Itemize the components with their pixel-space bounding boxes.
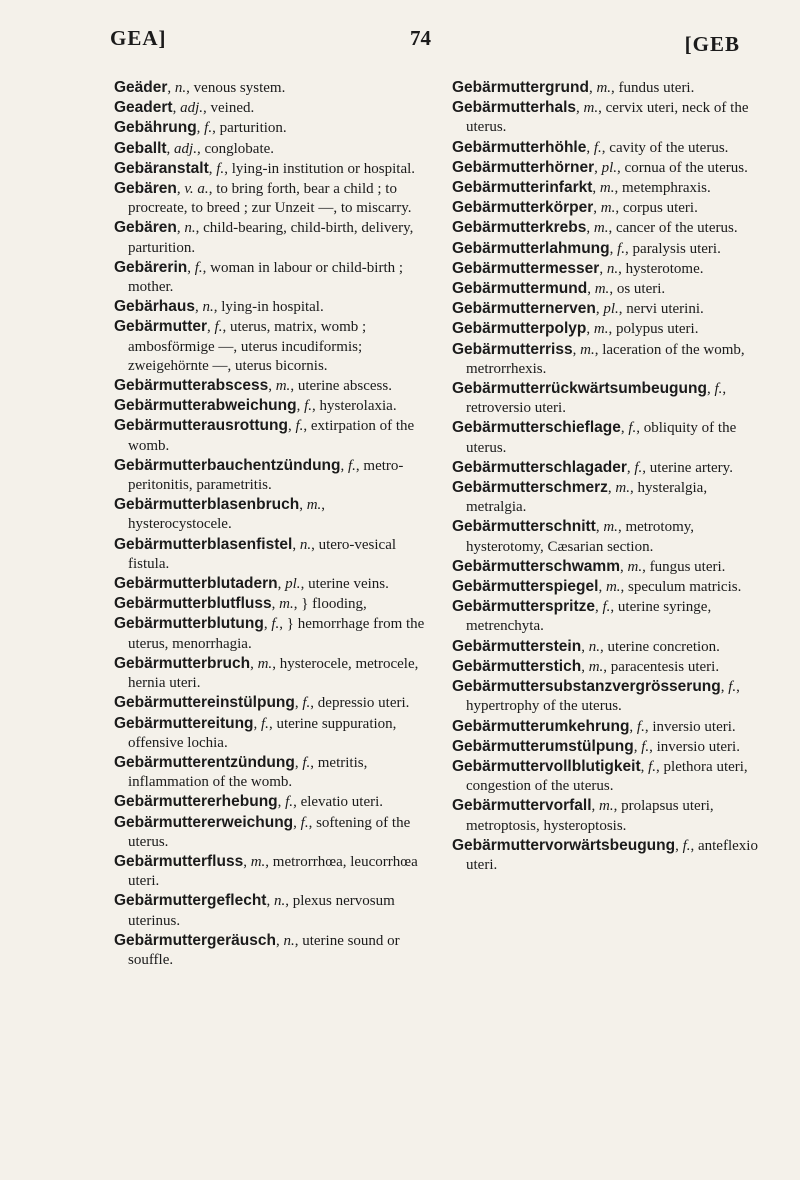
entry-grammar: n. [174, 80, 187, 96]
entry-definition: metro-peritonitis, parametritis. [128, 457, 404, 494]
entry-definition: fundus uteri. [618, 80, 695, 96]
entry-grammar: f. [194, 259, 203, 276]
entry-definition: metemphraxis. [622, 180, 711, 197]
dictionary-entry: Gebärmutterblasenfistel, n., utero-vesical fistula. [114, 535, 397, 572]
dictionary-entry: Gebärmuttervorwärtsbeugung, f., anteflexio uteri. [452, 836, 758, 873]
entry-grammar: m. [603, 519, 618, 536]
dictionary-entry: Gebärmutterkörper, m., corpus uteri. [452, 199, 698, 217]
entry-grammar: m. [615, 480, 631, 497]
entry-grammar: f. [300, 814, 309, 831]
entry-definition: uterine concretion. [607, 638, 720, 655]
entry-definition: plexus nervosum uterinus. [128, 893, 395, 929]
entry-headword: Gebären [114, 219, 177, 237]
entry-grammar: f. [593, 139, 602, 156]
entry-definition: lying-in institution or hospital. [231, 160, 416, 177]
entry-grammar: f. [214, 319, 223, 336]
dictionary-entry: Gebährung, f., parturition. [114, 119, 287, 137]
dictionary-entry: Gebärmutterkrebs, m., cancer of the uterus. [452, 219, 738, 237]
dictionary-entry: Gebärmutterpolyp, m., polypus uteri. [452, 320, 699, 338]
entry-grammar: f. [261, 715, 269, 732]
header-right-guide: [GEB [684, 32, 740, 56]
entry-headword: Gebärmuttermesser [452, 259, 600, 277]
entry-headword: Gebärmutterhöhle [452, 138, 587, 156]
entry-headword: Gebärmutter [114, 318, 208, 336]
dictionary-entry: Gebärmuttergeräusch, n., uterine sound or souffle. [114, 931, 400, 968]
entry-grammar: m. [599, 798, 614, 815]
entry-definition: to bring forth, bear a child ; to procreate, to breed ; zur Unzeit —, to miscarry. [128, 181, 412, 217]
dictionary-entry: Gebärmutterstich, m., paracentesis uteri. [452, 657, 720, 675]
entry-grammar: f. [295, 418, 304, 435]
entry-grammar: pl. [285, 576, 301, 593]
right-column [452, 78, 767, 875]
dictionary-entry: Gebärmutterentzündung, f., metritis, inflammation of the womb. [114, 753, 368, 791]
entry-headword: Gebärmutterfluss [114, 852, 244, 870]
entry-grammar: adj. [180, 100, 204, 117]
entry-definition: parturition. [219, 120, 287, 137]
entry-grammar: m. [588, 658, 604, 675]
entry-headword: Gebärmutterblasenfistel [114, 535, 293, 553]
entry-headword: Gebärmutterausrottung [114, 417, 288, 435]
entry-grammar: m. [594, 281, 610, 298]
entry-grammar: f. [602, 599, 611, 616]
entry-definition: prolapsus uteri, metroptosis, hysteroptosis. [466, 798, 714, 834]
entry-grammar: f. [271, 616, 280, 633]
entry-headword: Gebärmutterabweichung [114, 397, 297, 415]
entry-headword: Gebärmuttervorfall [452, 797, 592, 815]
entry-grammar: n. [273, 893, 286, 910]
entry-headword: Gebärmutterspritze [452, 598, 595, 616]
entry-definition: uterine veins. [308, 576, 389, 593]
entry-headword: Gebäranstalt [114, 159, 209, 177]
entry-grammar: n. [588, 638, 600, 655]
dictionary-entry: Gebärmutterumstülpung, f., inversio uteri. [452, 737, 740, 755]
entry-definition: inversio uteri. [652, 718, 736, 735]
entry-definition: uterine syringe, metrenchyta. [466, 599, 712, 635]
entry-grammar: f. [641, 738, 650, 755]
dictionary-entry: Gebärmutterblutung, f., } hemorrhage from the uterus, menorrhagia. [114, 615, 425, 652]
entry-headword: Gebärmuttereitung [114, 714, 254, 732]
dictionary-entry: Gebären, n., child-bearing, child-birth, delivery, parturition. [114, 219, 414, 256]
entry-definition: uterus, matrix, womb ; ambosförmige —, uterus incudiformis; zweigehörnte —, uterus bicornis. [128, 319, 367, 374]
entry-headword: Gebärmutterschwamm [452, 557, 620, 575]
page-number: 74 [410, 26, 431, 50]
entry-headword: Gebärmutterblutung [114, 615, 264, 633]
entry-headword: Gebärmuttergrund [452, 79, 589, 96]
entry-headword: Gebärmutternerven [452, 300, 596, 318]
dictionary-entry: Gebärmutterschnitt, m., metrotomy, hysterotomy, Cæsarian section. [452, 518, 695, 555]
entry-definition: hysterolaxia. [319, 398, 397, 415]
entry-grammar: m. [257, 655, 273, 672]
entry-headword: Geäder [114, 79, 168, 96]
entry-definition: cervix uteri, neck of the uterus. [466, 100, 749, 136]
entry-definition: } flooding, [301, 596, 367, 613]
entry-grammar: m. [275, 378, 291, 395]
dictionary-entry: Gebärmuttereinstülpung, f., depressio uteri. [114, 694, 410, 712]
entry-grammar: f. [728, 679, 737, 696]
entry-grammar: f. [302, 695, 311, 712]
entry-grammar: m. [593, 321, 609, 338]
entry-definition: uterine abscess. [297, 378, 392, 395]
dictionary-entry: Gebärmuttergeflecht, n., plexus nervosum uterinus. [114, 892, 395, 929]
entry-headword: Gebärmuttervorwärtsbeugung [452, 836, 676, 854]
entry-grammar: f. [714, 381, 723, 398]
left-column [114, 78, 429, 970]
dictionary-entry: Gebärmutterabscess, m., uterine abscess. [114, 377, 392, 395]
entry-grammar: f. [682, 837, 691, 854]
entry-definition: fungus uteri. [649, 558, 726, 575]
entry-headword: Gebärmuttereinstülpung [114, 694, 295, 712]
entry-grammar: pl. [603, 301, 619, 318]
entry-definition: plethora uteri, congestion of the uterus. [466, 758, 748, 795]
entry-definition: speculum matricis. [628, 579, 742, 596]
header-left-guide: GEA] [110, 26, 167, 50]
entry-headword: Gebärmutterentzündung [114, 753, 295, 771]
page-header [110, 26, 740, 56]
entry-headword: Gebärmuttermund [452, 280, 588, 298]
dictionary-entry: Gebärmutterspritze, f., uterine syringe, metrenchyta. [452, 598, 712, 635]
entry-grammar: m. [600, 200, 616, 217]
entry-headword: Gebärmutterschmerz [452, 479, 608, 497]
entry-headword: Gebärmutterumkehrung [452, 717, 630, 735]
entry-definition: lying-in hospital. [221, 299, 324, 316]
entry-definition: paralysis uteri. [632, 240, 721, 257]
entry-grammar: f. [636, 718, 645, 735]
entry-grammar: m. [605, 579, 621, 596]
dictionary-entry: Gebärmuttervollblutigkeit, f., plethora uteri, congestion of the uterus. [452, 757, 748, 795]
entry-grammar: f. [347, 457, 356, 474]
entry-definition: utero-vesical fistula. [128, 536, 397, 572]
dictionary-entry: Gebärmuttersubstanzvergrösserung, f., hypertrophy of the uterus. [452, 678, 740, 715]
entry-definition: anteflexio uteri. [466, 837, 758, 873]
entry-headword: Gebärmutterstein [452, 637, 582, 655]
entry-definition: laceration of the womb, metrorrhexis. [466, 341, 745, 377]
entry-definition: obliquity of the uterus. [466, 420, 737, 456]
dictionary-entry: Gebärmutterrückwärtsumbeugung, f., retroversio uteri. [452, 380, 727, 417]
dictionary-entry: Geäder, n., venous system. [114, 79, 286, 96]
entry-definition: uterine artery. [649, 459, 733, 476]
entry-headword: Gebärmutterinfarkt [452, 179, 593, 197]
dictionary-entry: Gebärmuttermund, m., os uteri. [452, 280, 666, 298]
dictionary-entry: Gebärmutterschmerz, m., hysteralgia, metralgia. [452, 479, 708, 516]
entry-definition: metrotomy, hysterotomy, Cæsarian section. [466, 519, 695, 555]
dictionary-entry: Gebärmutterlahmung, f., paralysis uteri. [452, 239, 721, 257]
entry-grammar: m. [599, 180, 615, 197]
dictionary-entry: Gebärmutterbauchentzündung, f., metro-peritonitis, parametritis. [114, 456, 404, 494]
entry-grammar: f. [302, 754, 311, 771]
dictionary-entry: Gebärmutterumkehrung, f., inversio uteri. [452, 717, 736, 735]
dictionary-entry: Gebärmuttererhebung, f., elevatio uteri. [114, 793, 384, 811]
dictionary-entry: Gebärmutterschlagader, f., uterine artery. [452, 458, 733, 476]
entry-headword: Gebären [114, 180, 177, 198]
dictionary-entry: Gebäranstalt, f., lying-in institution or hospital. [114, 159, 416, 177]
entry-headword: Gebärmutterlahmung [452, 239, 610, 257]
entry-headword: Gebärmuttersubstanzvergrösserung [452, 678, 721, 696]
dictionary-entry: Gebärmutternerven, pl., nervi uterini. [452, 300, 704, 318]
entry-definition: venous system. [193, 80, 286, 96]
dictionary-entry: Gebärmutterriss, m., laceration of the womb, metrorrhexis. [452, 340, 745, 377]
entry-grammar: v. a. [184, 181, 209, 198]
entry-grammar: m. [250, 853, 266, 870]
entry-headword: Gebärmutterkörper [452, 199, 594, 217]
entry-headword: Gebärmuttererhebung [114, 793, 278, 811]
dictionary-entry: Gebärmuttereitung, f., uterine suppuration, offensive lochia. [114, 714, 397, 751]
entry-headword: Gebärmutterblutadern [114, 575, 278, 593]
entry-definition: retroversio uteri. [466, 400, 566, 417]
entry-grammar: m. [593, 220, 609, 237]
entry-headword: Gebärmutterschieflage [452, 419, 621, 437]
entry-grammar: m. [306, 497, 322, 514]
dictionary-entry: Gebärmutterhöhle, f., cavity of the uterus. [452, 138, 729, 156]
dictionary-entry: Gebärmutterstein, n., uterine concretion. [452, 637, 720, 655]
dictionary-entry: Gebärmuttererweichung, f., softening of the uterus. [114, 813, 411, 850]
entry-grammar: f. [216, 160, 225, 177]
dictionary-entry: Geadert, adj., veined. [114, 99, 255, 117]
entry-definition: cancer of the uterus. [615, 220, 738, 237]
dictionary-entry: Gebärmutterinfarkt, m., metemphraxis. [452, 179, 711, 197]
dictionary-entry: Gebärerin, f., woman in labour or child-birth ; mother. [114, 258, 404, 296]
dictionary-entry: Gebärmuttergrund, m., fundus uteri. [452, 79, 695, 96]
entry-definition: uterine suppuration, offensive lochia. [128, 715, 397, 751]
entry-headword: Geadert [114, 99, 173, 117]
entry-headword: Gebärerin [114, 258, 188, 276]
entry-headword: Gebärmutterriss [452, 340, 573, 358]
dictionary-entry: Gebären, v. a., to bring forth, bear a child ; to procreate, to breed ; zur Unzeit —, to miscarry. [114, 180, 412, 217]
entry-grammar: m. [627, 558, 643, 575]
entry-grammar: f. [204, 120, 213, 137]
entry-headword: Gebärmutterumstülpung [452, 737, 634, 755]
entry-headword: Gebärmutterhörner [452, 158, 595, 176]
dictionary-entry: Gebärmutterblasenbruch, m., hysterocystocele. [114, 496, 326, 533]
dictionary-entry: Gebärmutterausrottung, f., extirpation of the womb. [114, 417, 415, 454]
entry-grammar: m. [596, 80, 612, 96]
dictionary-entry: Gebärmutterhals, m., cervix uteri, neck of the uterus. [452, 99, 749, 136]
entry-definition: hysteralgia, metralgia. [466, 480, 708, 516]
entry-definition: os uteri. [616, 281, 666, 298]
entry-headword: Gebärmuttervollblutigkeit [452, 757, 641, 775]
entry-grammar: pl. [601, 159, 618, 176]
entry-grammar: f. [634, 459, 643, 476]
entry-grammar: n. [202, 299, 214, 316]
dictionary-entry: Gebärmutterblutadern, pl., uterine veins. [114, 575, 389, 593]
dictionary-entry: Gebärmuttervorfall, m., prolapsus uteri, metroptosis, hysteroptosis. [452, 797, 714, 834]
entry-headword: Gebärmutterspiegel [452, 578, 599, 596]
dictionary-entry: Gebärmutterspiegel, m., speculum matricis. [452, 578, 742, 596]
entry-definition: polypus uteri. [615, 321, 699, 338]
entry-headword: Gebärmuttergeflecht [114, 892, 267, 910]
entry-definition: nervi uterini. [626, 301, 704, 318]
entry-headword: Gebärmuttergeräusch [114, 931, 276, 949]
entry-grammar: f. [285, 794, 294, 811]
entry-headword: Geballt [114, 139, 167, 157]
entry-grammar: n. [184, 220, 196, 237]
entry-definition: elevatio uteri. [300, 794, 384, 811]
entry-grammar: f. [628, 420, 637, 437]
dictionary-entry: Gebärmutterblutfluss, m., } flooding, [114, 595, 367, 613]
entry-definition: hysterocele, metrocele, hernia uteri. [128, 655, 419, 692]
entry-grammar: f. [648, 758, 657, 775]
dictionary-entry: Gebärmutterhörner, pl., cornua of the uterus. [452, 158, 748, 176]
entry-definition: paracentesis uteri. [610, 658, 720, 675]
entry-grammar: m. [580, 341, 595, 358]
entry-grammar: f. [304, 398, 313, 415]
entry-definition: depressio uteri. [317, 695, 410, 712]
entry-definition: corpus uteri. [622, 200, 698, 217]
entry-headword: Gebärmutterbruch [114, 654, 251, 672]
entry-definition: extirpation of the womb. [128, 418, 415, 454]
entry-definition: hysterotome. [625, 260, 704, 277]
entry-headword: Gebärmutterblasenbruch [114, 496, 300, 514]
entry-definition: } hemorrhage from the uterus, menorrhagia. [128, 616, 425, 652]
dictionary-entry: Gebärmutterschwamm, m., fungus uteri. [452, 557, 726, 575]
entry-headword: Gebärmuttererweichung [114, 813, 294, 831]
entry-grammar: m. [583, 100, 599, 117]
entry-headword: Gebärmutterbauchentzündung [114, 456, 341, 474]
entry-definition: veined. [210, 100, 255, 117]
entry-definition: hypertrophy of the uterus. [466, 698, 622, 715]
entry-headword: Gebärmutterschlagader [452, 458, 627, 476]
entry-headword: Gebärmutterkrebs [452, 219, 587, 237]
dictionary-entry: Gebärmutter, f., uterus, matrix, womb ; ambosförmige —, uterus incudiformis; zweigehörnte —, uterus bicornis. [114, 318, 367, 374]
entry-grammar: m. [279, 596, 294, 613]
dictionary-entry: Gebärmutterabweichung, f., hysterolaxia. [114, 397, 397, 415]
dictionary-entry: Geballt, adj., conglobate. [114, 139, 275, 157]
entry-grammar: n. [283, 932, 295, 949]
entry-headword: Gebärmutterhals [452, 99, 577, 117]
entry-grammar: f. [617, 240, 626, 257]
entry-grammar: adj. [174, 140, 197, 157]
entry-definition: inversio uteri. [656, 738, 740, 755]
entry-definition: hysterocystocele. [128, 516, 232, 533]
entry-definition: child-bearing, child-birth, delivery, parturition. [128, 220, 414, 256]
entry-grammar: n. [606, 260, 619, 277]
dictionary-entry: Gebärmuttermesser, n., hysterotome. [452, 259, 704, 277]
entry-definition: uterine sound or souffle. [128, 932, 400, 968]
dictionary-entry: Gebärmutterbruch, m., hysterocele, metrocele, hernia uteri. [114, 654, 419, 692]
entry-definition: metritis, inflammation of the womb. [128, 754, 368, 791]
entry-definition: metrorrhœa, leucorrhœa uteri. [128, 853, 418, 890]
entry-grammar: n. [299, 536, 312, 553]
dictionary-entry: Gebärhaus, n., lying-in hospital. [114, 298, 324, 316]
entry-headword: Gebärmutterblutfluss [114, 595, 272, 613]
entry-headword: Gebärhaus [114, 298, 195, 316]
entry-headword: Gebärmutterpolyp [452, 320, 587, 338]
entry-definition: softening of the uterus. [128, 814, 411, 850]
entry-headword: Gebärmutterstich [452, 657, 582, 675]
entry-definition: cornua of the uterus. [624, 159, 748, 176]
entry-headword: Gebärmutterrückwärtsumbeugung [452, 380, 707, 398]
entry-headword: Gebärmutterschnitt [452, 518, 596, 536]
entry-headword: Gebährung [114, 119, 197, 137]
entry-headword: Gebärmutterabscess [114, 377, 269, 395]
entry-definition: woman in labour or child-birth ; mother. [128, 259, 404, 296]
dictionary-entry: Gebärmutterschieflage, f., obliquity of the uterus. [452, 419, 737, 456]
dictionary-entry: Gebärmutterfluss, m., metrorrhœa, leucorrhœa uteri. [114, 852, 418, 890]
entry-definition: cavity of the uterus. [609, 139, 729, 156]
entry-definition: conglobate. [204, 140, 275, 157]
